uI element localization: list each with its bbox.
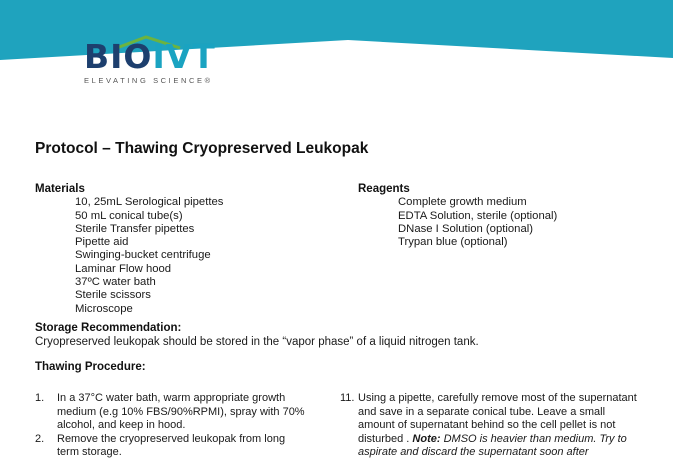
list-item: Swinging-bucket centrifuge xyxy=(75,249,211,262)
logo-wordmark xyxy=(84,37,216,76)
thawing-steps-left xyxy=(35,392,305,460)
step-item xyxy=(340,392,640,460)
materials-heading: Materials xyxy=(35,183,85,195)
reagents-section xyxy=(358,183,557,249)
step-text: Remove the cryopreserved leukopak from long term storage. xyxy=(57,432,286,458)
step-text: Using a pipette, carefully remove most of the supernatant and save in a separate conical tube. Leave a small amount of supernatant behind so the cell pellet is not disturbed . xyxy=(358,392,637,445)
step-item xyxy=(35,433,305,460)
storage-heading: Storage Recommendation: xyxy=(35,322,182,334)
logo-main: BIO xyxy=(84,37,153,76)
logo-tagline: ELEVATING SCIENCE® xyxy=(84,76,213,85)
list-item: EDTA Solution, sterile (optional) xyxy=(398,209,558,222)
step-number: 11. xyxy=(340,392,355,404)
logo-accent: IVT xyxy=(152,37,216,76)
thawing-steps-right xyxy=(340,392,640,460)
list-item: DNase I Solution (optional) xyxy=(398,222,534,235)
list-item: 10, 25mL Serological pipettes xyxy=(75,196,224,209)
step-text: In a 37°C water bath, warm appropriate growth medium (e.g 10% FBS/90%RPMI), spray with 70% alcohol, and keep in hood. xyxy=(57,392,305,431)
step-note-text: DMSO is heavier than medium. Try to aspirate and discard the supernatant soon after xyxy=(358,432,627,458)
list-item: Microscope xyxy=(75,302,133,315)
page-title: Protocol – Thawing Cryopreserved Leukopak xyxy=(35,140,369,157)
reagents-heading: Reagents xyxy=(358,183,410,195)
list-item: 50 mL conical tube(s) xyxy=(75,209,183,222)
bioivt-logo xyxy=(84,37,216,85)
storage-section xyxy=(35,322,479,349)
thawing-heading: Thawing Procedure: xyxy=(35,361,146,373)
list-item: Laminar Flow hood xyxy=(75,262,172,275)
list-item: Sterile Transfer pipettes xyxy=(75,222,195,235)
list-item: Sterile scissors xyxy=(75,289,151,302)
materials-section xyxy=(35,183,223,316)
step-number: 2. xyxy=(35,432,45,445)
storage-text: Cryopreserved leukopak should be stored in the “vapor phase” of a liquid nitrogen tank. xyxy=(35,335,479,348)
step-note-label: Note: xyxy=(412,432,441,445)
step-item xyxy=(35,392,305,433)
list-item: 37ºC water bath xyxy=(75,276,156,289)
materials-list xyxy=(35,196,223,316)
list-item: Trypan blue (optional) xyxy=(398,236,508,249)
reagents-list xyxy=(358,196,557,249)
list-item: Pipette aid xyxy=(75,236,129,249)
step-number: 1. xyxy=(35,392,45,404)
list-item: Complete growth medium xyxy=(398,196,527,209)
